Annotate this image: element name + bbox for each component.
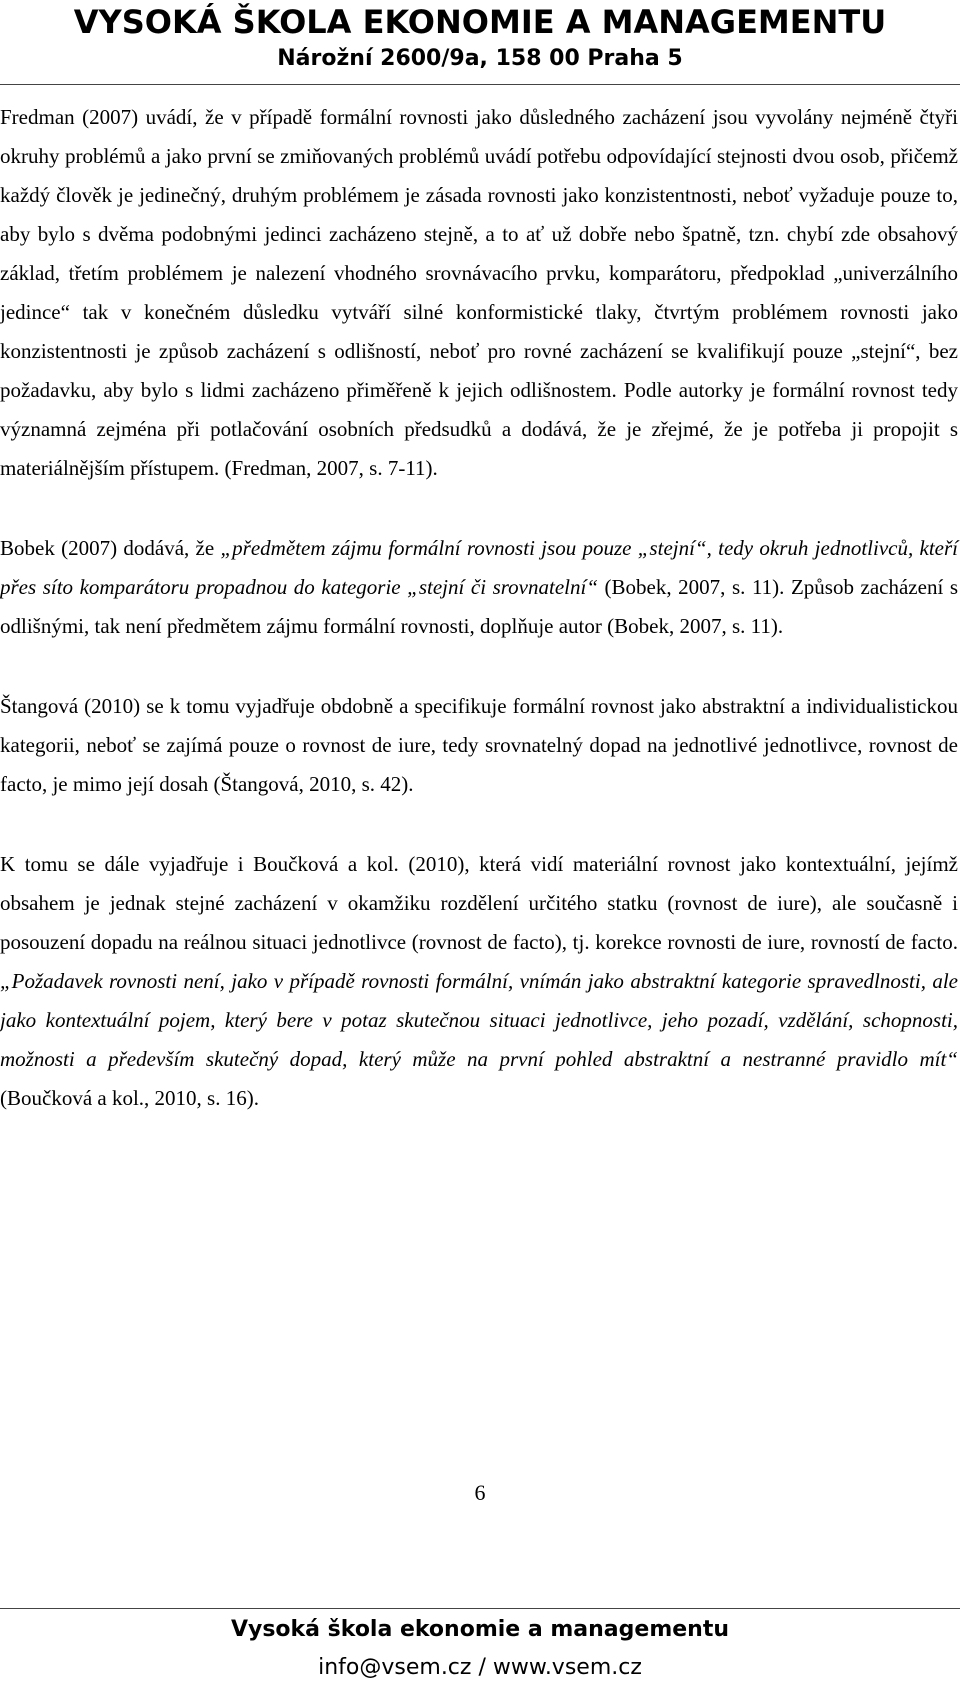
footer-school-name: Vysoká škola ekonomie a managementu [230,1617,730,1642]
paragraph-bobek [0,529,958,646]
header-address: Nárožní 2600/9a, 158 00 Praha 5 [277,46,683,71]
paragraph-fredman: Fredman (2007) uvádí, že v případě formální rovnosti jako důsledného zacházení jsou vyvolány nejméně čtyři okruhy problémů a jako první se zmiňovaných problémů uvádí potřebu odpovídající stejnosti dvou osob, přičemž každý člověk je jedinečný, druhým problémem je zásada rovnosti jako konzistentnosti, neboť vyžaduje pouze to, aby bylo s dvěma podobnými jedinci zacházeno stejně, a to ať už dobře nebo špatně, tzn. chybí zde obsahový základ, třetím problémem je nalezení vhodného srovnávacího prvku, komparátoru, předpoklad „univerzálního jedince“ tak v konečném důsledku vytváří silné konformistické tlaky, čtvrtým problémem rovnosti jako konzistentnosti je způsob zacházení s odlišností, neboť pro rovné zacházení se kvalifikují pouze „stejní“, bez požadavku, aby bylo s lidmi zacházeno přiměřeně k jejich odlišnostem. Podle autorky je formální rovnost tedy významná zejména při potlačování osobních předsudků a dodává, že je zřejmé, že je potřeba ji propojit s materiálnějším přístupem. (Fredman, 2007, s. 7-11). [0,105,958,480]
paragraph-bouckova [0,845,958,1118]
footer-contact: info@vsem.cz / www.vsem.cz [318,1655,642,1680]
paragraph-bouckova-quote: „Požadavek rovnosti není, jako v případě rovnosti formální, vnímán jako abstraktní kategorie spravedlnosti, ale jako kontextuální pojem, který bere v potaz skutečnou situaci jednotlivce, jeho pozadí, vzdělání, schopnosti, možnosti a především skutečný dopad, který může na první pohled abstraktní a nestranné pravidlo mít“ [0,969,958,1071]
page-body [0,98,958,1159]
header-divider [0,84,960,85]
paragraph-bobek-tail: (Bobek, 2007, s. 11). Způsob zacházení s odlišnými, tak není předmětem zájmu formální rovnosti, doplňuje autor (Bobek, 2007, s. 11). [0,575,958,638]
paragraph-bobek-quote: „předmětem zájmu formální rovnosti jsou pouze „stejní“, tedy okruh jednotlivců, kteří přes síto komparátoru propadnou do kategorie „stejní či srovnatelní“ [0,536,959,599]
paragraph-bobek-intro: Bobek (2007) dodává, že [0,536,221,560]
footer-divider [0,1608,960,1609]
page-number: 6 [474,1480,486,1505]
header-school-name: VYSOKÁ ŠKOLA EKONOMIE A MANAGEMENTU [73,3,887,41]
paragraph-stangova: Štangová (2010) se k tomu vyjadřuje obdobně a specifikuje formální rovnost jako abstraktní a individualistickou kategorii, neboť se zajímá pouze o rovnost de iure, tedy srovnatelný dopad na jednotlivé jednotlivce, rovnost de facto, je mimo její dosah (Štangová, 2010, s. 42). [0,694,958,796]
paragraph-bouckova-intro: K tomu se dále vyjadřuje i Boučková a kol. (2010), která vidí materiální rovnost jako kontextuální, jejímž obsahem je jednak stejné zacházení v okamžiku rozdělení určitého statku (rovnost de iure), ale současně i posouzení dopadu na reálnou situaci jednotlivce (rovnost de facto), tj. korekce rovnosti de iure, rovností de facto. [0,852,958,954]
paragraph-bouckova-tail: (Boučková a kol., 2010, s. 16). [0,1086,259,1110]
